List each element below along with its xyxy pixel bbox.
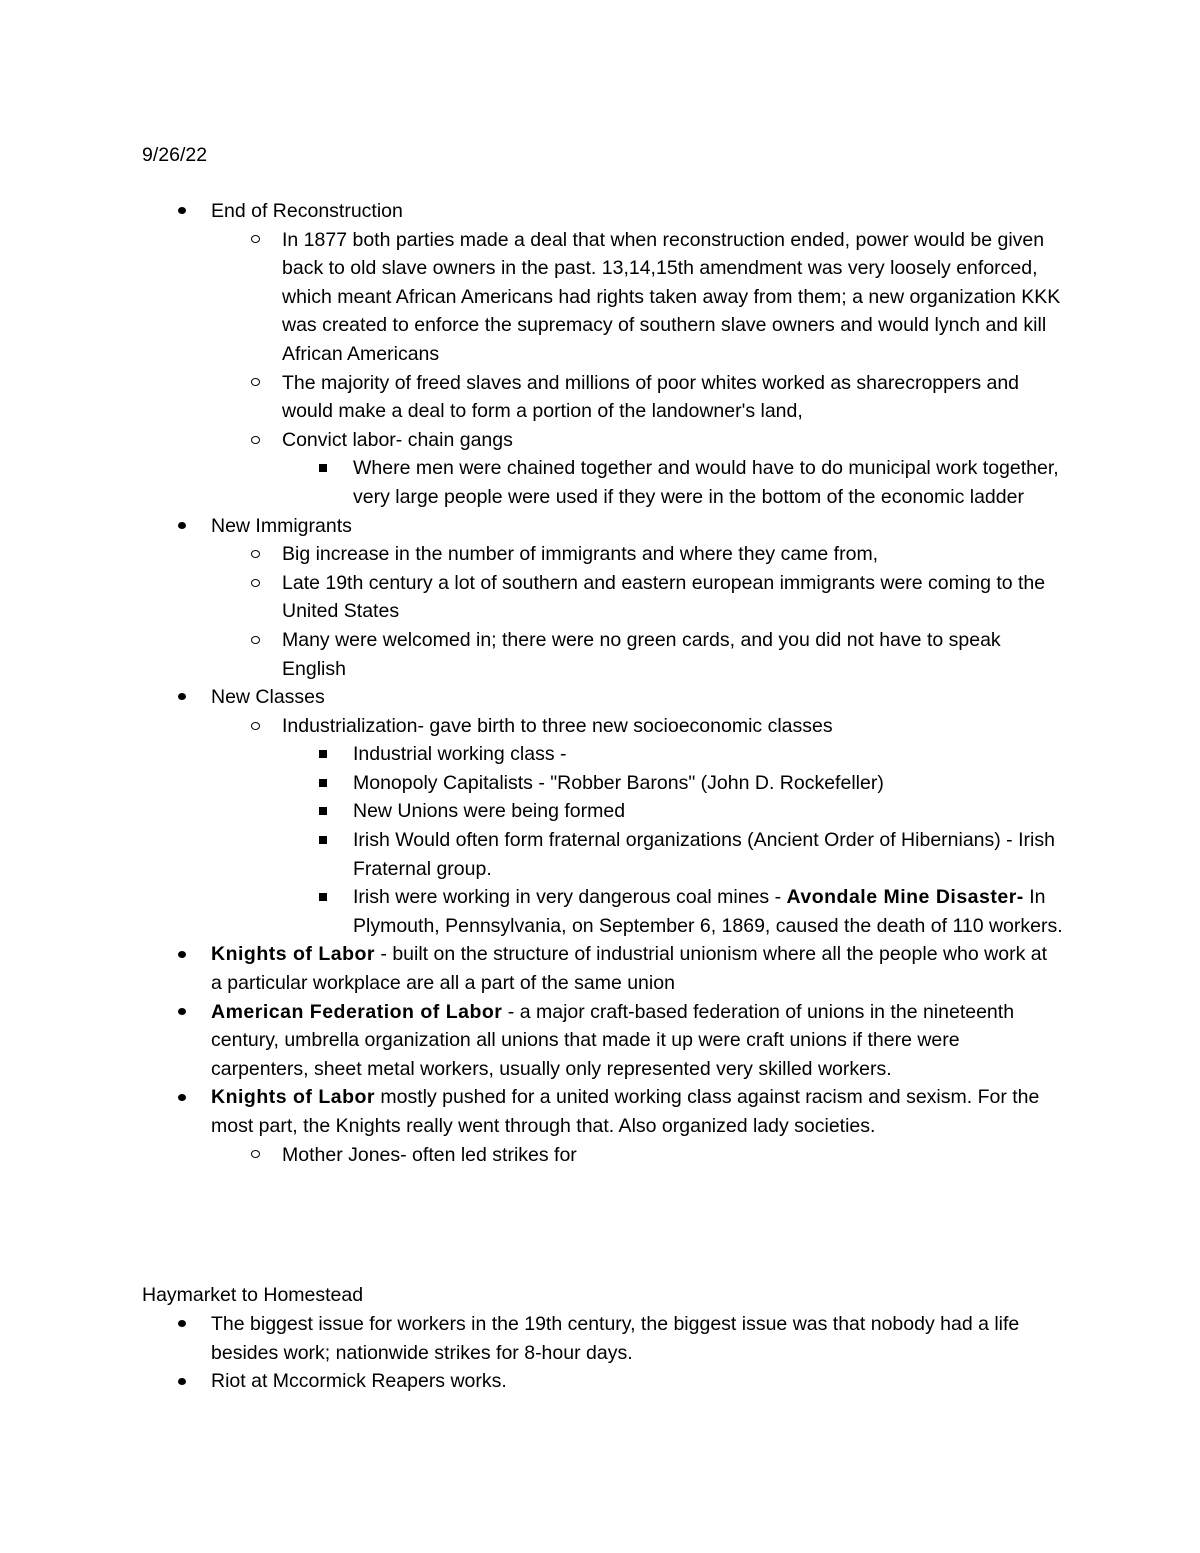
list-item [0,712,1062,741]
bullet-square-icon [313,740,333,769]
list-item-text: Irish Would often form fraternal organizations (Ancient Order of Hibernians) - Irish Fraternal group. [353,829,1055,880]
list-item-text: Industrialization- gave birth to three new socioeconomic classes [282,714,833,737]
list-item [0,1310,1061,1367]
list-item [0,740,1063,769]
date-heading: 9/26/22 [142,144,208,166]
list-item-text [211,943,1047,994]
list-item-text: End of Reconstruction [211,200,403,222]
list-item [0,1083,1061,1140]
bullet-dot-icon [172,512,192,541]
knights-text: - built on the structure of industrial unionism where all the people who work at a particular workplace are all a part of the same union [211,943,1048,995]
list-item [0,883,1063,940]
list-item [0,369,1062,426]
bullet-square-icon [313,826,333,855]
list-item [0,1141,1062,1170]
list-item-text [353,886,1063,937]
knights2-text: mostly pushed for a united working class against racism and sexism. For the most part, the Knights really went through that. Also organized lady societies. [211,1086,1040,1137]
bullet-square-icon [313,454,333,483]
list-item-text: New Unions were being formed [353,800,626,823]
list-item [0,1367,1061,1396]
list-item-text: New Classes [211,686,325,709]
bullet-dot-icon [172,683,192,712]
bullet-square-icon [313,769,333,798]
list-item [0,826,1063,883]
list-item [0,683,1061,712]
bullet-dot-icon [172,1367,192,1396]
list-item-text: Monopoly Capitalists - "Robber Barons" (John D. Rockefeller) [353,771,884,794]
list-item [0,626,1062,683]
bullet-ring-icon [245,712,265,741]
list-item-text: Mother Jones- often led strikes for [282,1143,577,1166]
list-item-text: Industrial working class - [353,743,567,766]
bullet-ring-icon [245,369,265,398]
bullet-ring-icon [245,626,265,655]
bullet-square-icon [313,883,333,912]
list-item-text: Late 19th century a lot of southern and eastern european immigrants were coming to the United States [282,571,1046,623]
list-item-text: The biggest issue for workers in the 19th century, the biggest issue was that nobody had a life besides work; nationwide strikes for 8-hour days. [211,1313,1020,1364]
list-item [0,797,1063,826]
knights-bold-text: Knights of Labor [211,943,375,966]
bullet-dot-icon [172,197,192,226]
list-item [0,226,1062,369]
bullet-ring-icon [245,569,265,598]
list-item-text [211,1001,1014,1080]
bullet-square-icon [313,797,333,826]
avondale-pre-text: Irish were working in very dangerous coal mines - [353,886,787,909]
notes-list-2 [0,1310,1200,1396]
list-item-text [211,1086,1039,1137]
list-item-text: Convict labor- chain gangs [282,428,513,451]
list-item [0,940,1061,997]
bullet-dot-icon [172,940,192,969]
list-item-text: Riot at Mccormick Reapers works. [211,1370,507,1393]
list-item [0,540,1062,569]
bullet-dot-icon [172,1310,192,1339]
afl-bold-text: American Federation of Labor [211,1000,503,1023]
list-item [0,569,1062,626]
list-item [0,998,1061,1084]
notes-list [0,197,1200,1169]
list-item-text: Where men were chained together and would have to do municipal work together, very large people were used if they were in the bottom of the economic ladder [353,457,1059,508]
bullet-dot-icon [172,998,192,1027]
avondale-bold-text: Avondale Mine Disaster- [786,886,1024,909]
afl-text: - a major craft-based federation of unions in the nineteenth century, umbrella organization all unions that made it up were craft unions if there were carpenters, sheet metal workers, usually only represented very skilled workers. [211,1000,1015,1080]
avondale-post-text: In Plymouth, Pennsylvania, on September 6, 1869, caused the death of 110 workers. [353,886,1063,937]
bullet-ring-icon [245,540,265,569]
list-item-text: The majority of freed slaves and millions of poor whites worked as sharecroppers and would make a deal to form a portion of the landowner's land, [282,371,1020,423]
list-item [0,512,1061,541]
list-item [0,197,1061,226]
list-item-text: Many were welcomed in; there were no green cards, and you did not have to speak English [282,628,1001,680]
list-item [0,426,1062,455]
section-heading: Haymarket to Homestead [142,1284,364,1306]
list-item [0,454,1063,511]
bullet-dot-icon [172,1083,192,1112]
bullet-ring-icon [245,426,265,455]
knights2-bold-text: Knights of Labor [211,1086,375,1109]
bullet-ring-icon [245,226,265,255]
bullet-ring-icon [245,1141,265,1170]
list-item-text: New Immigrants [211,514,352,537]
list-item [0,769,1063,798]
list-item-text: In 1877 both parties made a deal that when reconstruction ended, power would be given back to old slave owners in the past. 13,14,15th amendment was very loosely enforced, which meant African Americans had rights taken away from them; a new organization KKK was created to enforce the supremacy of southern slave owners and would lynch and kill African Americans [282,228,1061,365]
list-item-text: Big increase in the number of immigrants and where they came from, [282,543,879,566]
